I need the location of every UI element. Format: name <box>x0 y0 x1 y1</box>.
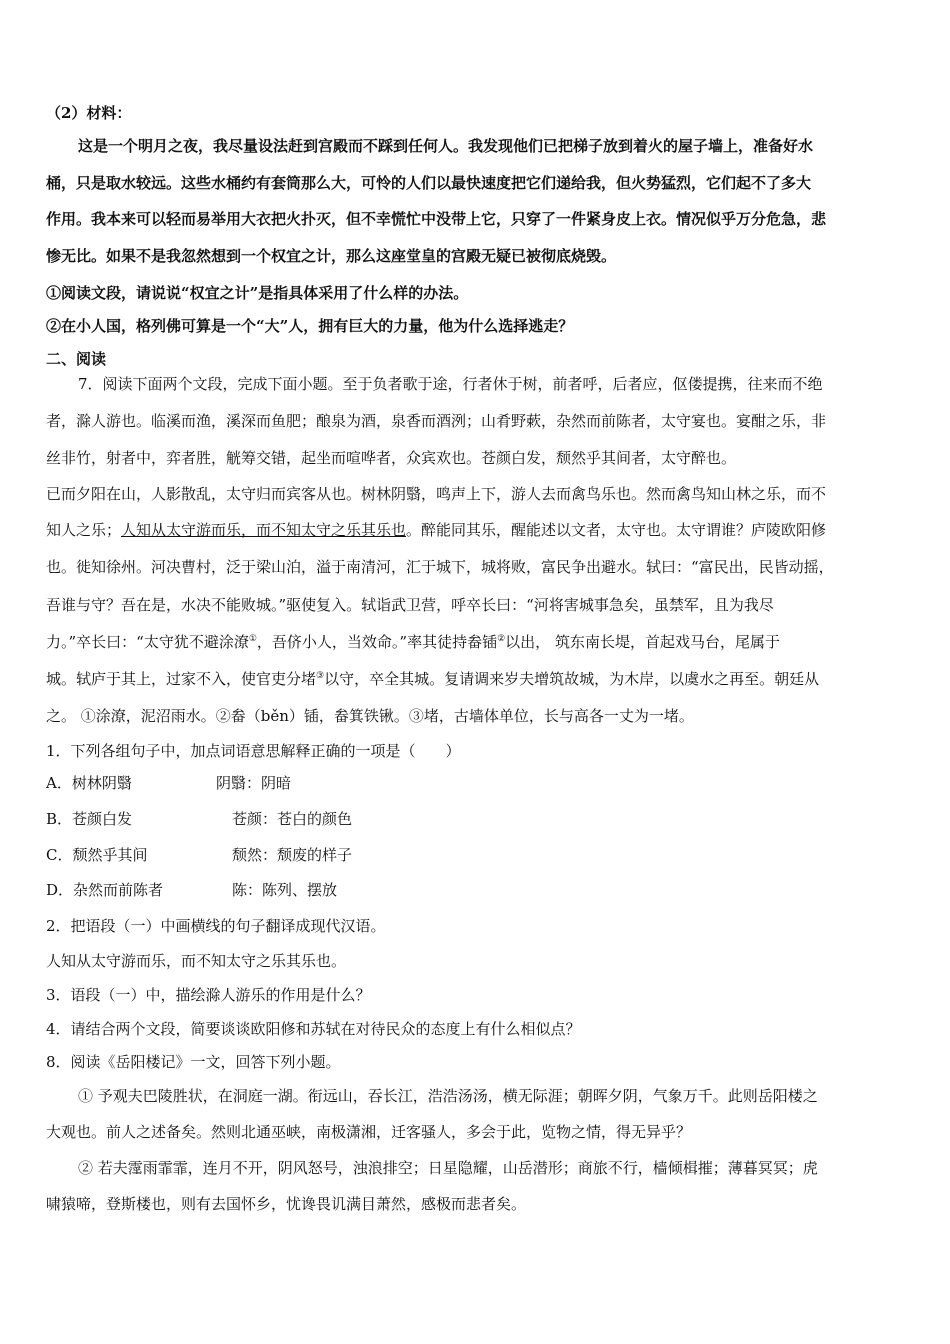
option-explanation: 陈：陈列、摆放 <box>232 881 338 899</box>
passage-text: 以出， 筑东南长堤，首起戏马台，尾属于 <box>505 633 780 651</box>
passage-line <box>46 631 908 653</box>
option-label: B．苍颜白发 <box>46 810 133 828</box>
question-2: 2．把语段（一）中画横线的句子翻译成现代汉语。 <box>46 917 386 935</box>
question-2-sentence: 人知从太守游而乐，而不知太守之乐其乐也。 <box>46 952 347 970</box>
option-a <box>46 772 908 794</box>
question-3: 3．语段（一）中，描绘滁人游乐的作用是什么？ <box>46 986 371 1004</box>
passage-line <box>46 668 908 690</box>
option-label: D．杂然而前陈者 <box>46 881 164 899</box>
passage-line: 也。徙知徐州。河决曹村，泛于梁山泊，溢于南清河，汇于城下，城将败，富民争出避水。轼曰：“富民出，民皆动摇， <box>46 558 834 576</box>
option-label: A．树林阴翳 <box>46 774 132 792</box>
option-b <box>46 808 908 830</box>
passage-text: ，吾侪小人，当效命。”率其徒持畚锸 <box>256 633 498 651</box>
passage-text: 城。轼庐于其上，过家不入，使官吏分堵 <box>46 670 317 688</box>
material-line: 作用。我本来可以轻而易举用大衣把火扑灭，但不幸慌忙中没带上它，只穿了一件紧身皮上衣。情况似乎万分危急，悲 <box>46 210 827 228</box>
material-line: 这是一个明月之夜，我尽量设法赶到宫殿而不踩到任何人。我发现他们已把梯子放到着火的屋子墙上，准备好水 <box>78 137 814 155</box>
material-question-1: ①阅读文段，请说说“权宜之计”是指具体采用了什么样的办法。 <box>46 284 469 302</box>
yueyang-line: ① 予观夫巴陵胜状，在洞庭一湖。衔远山，吞长江，浩浩汤汤，横无际涯；朝晖夕阴，气象万千。此则岳阳楼之 <box>78 1087 818 1105</box>
passage-text: 。醉能同其乐，醒能述以文者，太守也。太守谓谁？庐陵欧阳修 <box>406 521 827 539</box>
footnote-marker: ③ <box>316 671 325 681</box>
passage-line: 吾谁与守？吾在是，水决不能败城。”驱使复入。轼诣武卫营，呼卒长曰：“河将害城事急矣，虽禁军，且为我尽 <box>46 596 774 614</box>
option-label: C．颓然乎其间 <box>46 846 148 864</box>
material-line: 桶，只是取水较远。这些水桶约有套筒那么大，可怜的人们以最快速度把它们递给我，但火势猛烈，它们起不了多大 <box>46 174 812 192</box>
question-8: 8．阅读《岳阳楼记》一文，回答下列小题。 <box>46 1053 341 1071</box>
passage-line: 丝非竹，射者中，弈者胜，觥筹交错，起坐而喧哗者，众宾欢也。苍颜白发，颓然乎其间者，太守醉也。 <box>46 449 737 467</box>
option-d <box>46 879 908 901</box>
material-line: 惨无比。如果不是我忽然想到一个权宜之计，那么这座堂皇的宫殿无疑已被彻底烧毁。 <box>46 247 617 265</box>
footnote-marker: ② <box>497 634 506 644</box>
footnotes: 之。 ①涂潦，泥沼雨水。②畚（běn）锸，畚箕铁锹。③堵，古墙体单位，长与高各一丈为一堵。 <box>46 707 694 725</box>
passage-text: 力。”卒长曰：“太守犹不避涂潦 <box>46 633 249 651</box>
yueyang-line: 大观也。前人之述备矣。然则北通巫峡，南极潇湘，迁客骚人，多会于此，览物之情，得无异乎？ <box>46 1123 692 1141</box>
option-explanation: 颓然：颓废的样子 <box>232 846 353 864</box>
section-heading: 二、阅读 <box>46 350 107 368</box>
question-4: 4．请结合两个文段，简要谈谈欧阳修和苏轼在对待民众的态度上有什么相似点？ <box>46 1020 581 1038</box>
option-explanation: 阴翳：阴暗 <box>216 774 292 792</box>
footnote-marker: ① <box>248 634 257 644</box>
material-question-2: ②在小人国，格列佛可算是一个“大”人，拥有巨大的力量，他为什么选择逃走？ <box>46 317 574 335</box>
material-heading: （2）材料： <box>46 104 132 122</box>
passage-line: 者，滁人游也。临溪而渔，溪深而鱼肥；酿泉为酒，泉香而酒洌；山肴野蔌，杂然而前陈者，太守宴也。宴酣之乐，非 <box>46 412 827 430</box>
yueyang-line: ② 若夫霪雨霏霏，连月不开，阴风怒号，浊浪排空；日星隐耀，山岳潜形；商旅不行，樯倾楫摧；薄暮冥冥；虎 <box>78 1159 818 1177</box>
passage-line: 已而夕阳在山，人影散乱，太守归而宾客从也。树林阴翳，鸣声上下，游人去而禽鸟乐也。然而禽鸟知山林之乐，而不 <box>46 485 827 503</box>
passage-line: 7．阅读下面两个文段，完成下面小题。至于负者歌于途，行者休于树，前者呼，后者应，伛偻提携，往来而不绝 <box>78 375 823 393</box>
passage-text: 知人之乐； <box>46 521 122 539</box>
option-c <box>46 844 908 866</box>
passage-text: 以守，卒全其城。复请调来岁夫增筑故城，为木岸，以虞水之再至。朝廷从 <box>324 670 820 688</box>
option-explanation: 苍颜：苍白的颜色 <box>232 810 353 828</box>
question-1: 1．下列各组句子中，加点词语意思解释正确的一项是（ ） <box>46 742 461 760</box>
yueyang-line: 啸猿啼，登斯楼也，则有去国怀乡，忧谗畏讥满目萧然，感极而悲者矣。 <box>46 1195 527 1213</box>
passage-line <box>46 519 908 541</box>
underlined-sentence: 人知从太守游而乐，而不知太守之乐其乐也 <box>121 521 407 539</box>
